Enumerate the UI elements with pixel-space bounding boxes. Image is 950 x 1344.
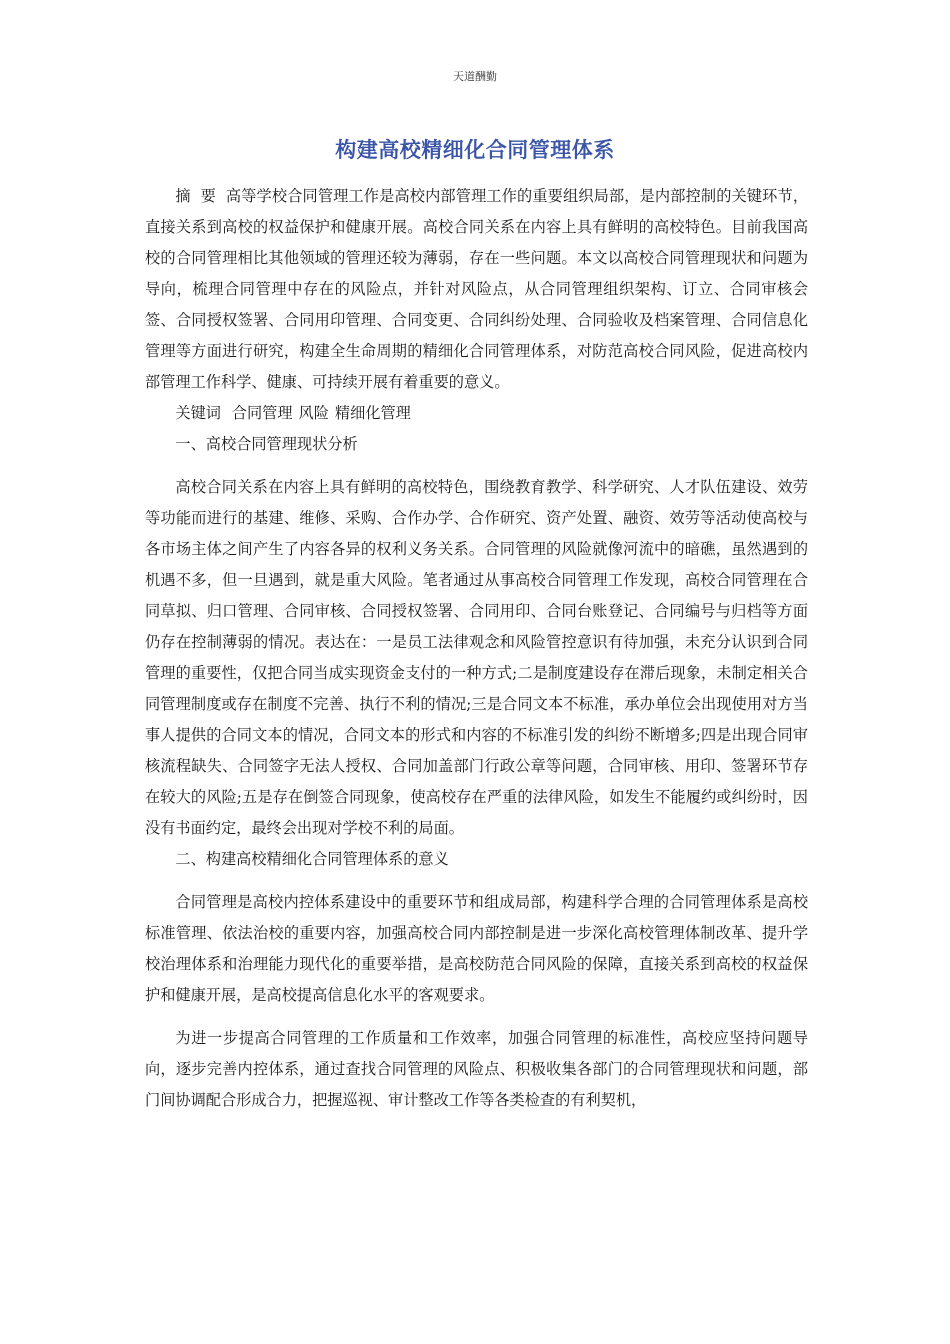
page-title: 构建高校精细化合同管理体系 [335, 138, 615, 162]
section-2-heading: 二、构建高校精细化合同管理体系的意义 [175, 850, 449, 868]
keywords-label: 关键词 [175, 404, 221, 422]
keyword-item: 精细化管理 [334, 404, 411, 422]
section-1-paragraph: 高校合同关系在内容上具有鲜明的高校特色，围绕教育教学、科学研究、人才队伍建设、效劳等功能而进行的基建、维修、采购、合作办学、合作研究、资产处置、融资、效劳等活动使高校与各市场主体之间产生了内容各异的权利义务关系。合同管理的风险就像河流中的暗礁，虽然遇到的机遇不多，但一旦遇到，就是重大风险。笔者通过从事高校合同管理工作发现，高校合同管理在合同草拟、归口管理、合同审核、合同授权签署、合同用印、合同台账登记、合同编号与归档等方面仍存在控制薄弱的情况。表达在：一是员工法律观念和风险管控意识有待加强，未充分认识到合同管理的重要性，仅把合同当成实现资金支付的一种方式;二是制度建设存在滞后现象，未制定相关合同管理制度或存在制度不完善、执行不利的情况;三是合同文本不标准，承办单位会出现使用对方当事人提供的合同文本的情况，合同文本的形式和内容的不标准引发的纠纷不断增多;四是出现合同审核流程缺失、合同签字无法人授权、合同加盖部门行政公章等问题，合同审核、用印、签署环节存在较大的风险;五是存在倒签合同现象，使高校存在严重的法律风险，如发生不能履约或纠纷时，因没有书面约定，最终会出现对学校不利的局面。 [145, 478, 808, 837]
keywords-line [145, 398, 808, 429]
keyword-item: 风险 [298, 404, 329, 422]
section-1-heading: 一、高校合同管理现状分析 [175, 435, 358, 453]
section-2-paragraph-2: 为进一步提高合同管理的工作质量和工作效率，加强合同管理的标准性，高校应坚持问题导向，逐步完善内控体系，通过查找合同管理的风险点、积极收集各部门的合同管理现状和问题，部门间协调配合形成合力，把握巡视、审计整改工作等各类检查的有利契机， [145, 1029, 808, 1109]
abstract-label: 摘 要 [175, 187, 216, 205]
abstract-paragraph [145, 181, 808, 398]
abstract-text: 高等学校合同管理工作是高校内部管理工作的重要组织局部，是内部控制的关键环节，直接关系到高校的权益保护和健康开展。高校合同关系在内容上具有鲜明的高校特色。目前我国高校的合同管理相比其他领域的管理还较为薄弱，存在一些问题。本文以高校合同管理现状和问题为导向，梳理合同管理中存在的风险点，并针对风险点，从合同管理组织架构、订立、合同审核会签、合同授权签署、合同用印管理、合同变更、合同纠纷处理、合同验收及档案管理、合同信息化管理等方面进行研究，构建全生命周期的精细化合同管理体系，对防范高校合同风险，促进高校内部管理工作科学、健康、可持续开展有着重要的意义。 [145, 187, 809, 391]
keyword-item: 合同管理 [231, 404, 293, 422]
page-header: 天道酬勤 [453, 70, 497, 83]
document-body [145, 181, 808, 1116]
section-2-paragraph-1: 合同管理是高校内控体系建设中的重要环节和组成局部，构建科学合理的合同管理体系是高校标准管理、依法治校的重要内容，加强高校合同内部控制是进一步深化高校管理体制改革、提升学校治理体系和治理能力现代化的重要举措，是高校防范合同风险的保障，直接关系到高校的权益保护和健康开展，是高校提高信息化水平的客观要求。 [145, 893, 808, 1004]
